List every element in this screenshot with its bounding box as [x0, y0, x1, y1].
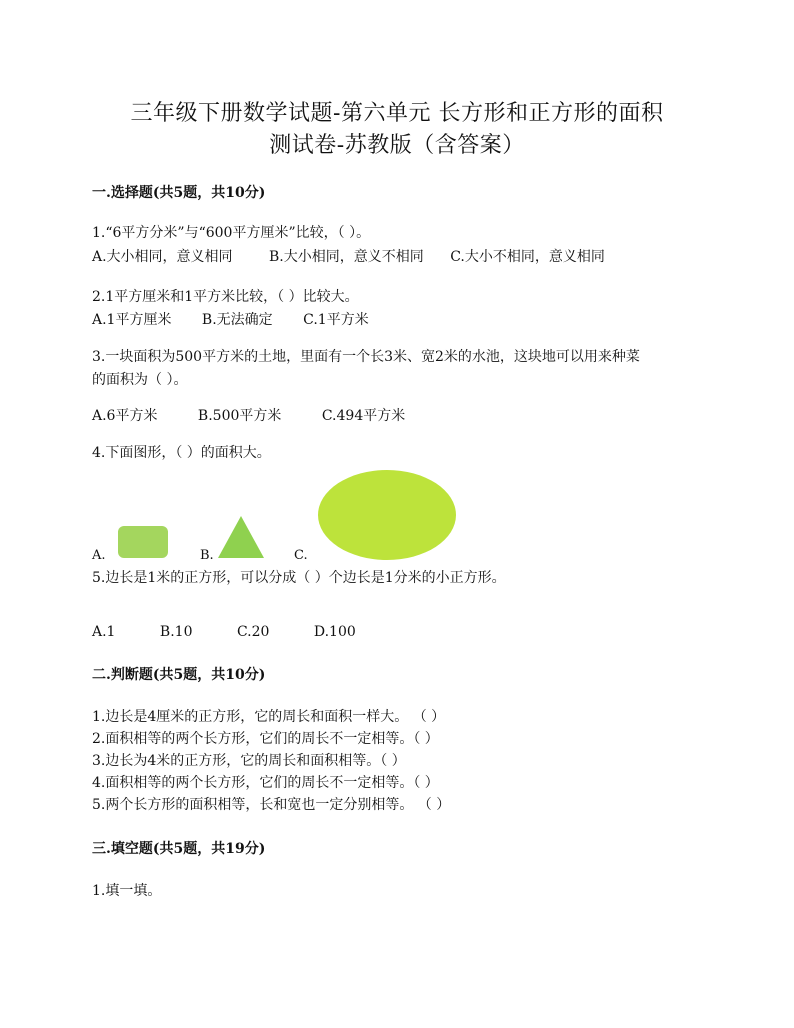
- q5-option-a: A.1: [92, 624, 116, 640]
- judge-item-3: 3.边长为4米的正方形，它的周长和面积相等。（ ）: [92, 753, 406, 769]
- q2-text: 2.1平方厘米和1平方米比较，（ ）比较大。: [92, 289, 359, 305]
- q4-option-b: B.: [200, 548, 214, 563]
- section3-heading: 三.填空题(共5题，共19分): [92, 841, 266, 857]
- section1-heading: 一.选择题(共5题，共10分): [92, 185, 266, 201]
- page-title-line1: 三年级下册数学试题-第六单元 长方形和正方形的面积: [130, 101, 664, 126]
- q5-option-d: D.100: [313, 624, 356, 640]
- q5-text: 5.边长是1米的正方形，可以分成（ ）个边长是1分米的小正方形。: [92, 570, 506, 586]
- q5-option-c: C.20: [236, 624, 270, 640]
- section2-heading: 二.判断题(共5题，共10分): [92, 667, 266, 683]
- q5-options: [92, 624, 356, 640]
- q3-option-a: A.6平方米: [92, 408, 158, 424]
- q2-option-a: A.1平方厘米: [92, 312, 172, 328]
- q4-text: 4.下面图形，（ ）的面积大。: [92, 445, 271, 461]
- q3-text-line2: 的面积为（ ）。: [92, 372, 188, 388]
- q3-text-line1: 3.一块面积为500平方米的土地，里面有一个长3米、宽2米的水池，这块地可以用来种菜: [92, 349, 640, 365]
- triangle-shape: [218, 516, 264, 558]
- page-title-line2: 测试卷-苏教版（含答案）: [269, 133, 525, 158]
- q2-options: [92, 309, 369, 329]
- q5-option-b: B.10: [159, 624, 193, 640]
- rectangle-shape: [118, 526, 168, 558]
- judge-item-4: 4.面积相等的两个长方形，它们的周长不一定相等。（ ）: [92, 775, 439, 791]
- q2-option-c: C.1平方米: [303, 312, 369, 328]
- q4-option-c: C.: [294, 548, 308, 563]
- q4-option-a: A.: [92, 548, 106, 563]
- q2-option-b: B.无法确定: [201, 312, 273, 328]
- judge-item-1: 1.边长是4厘米的正方形，它的周长和面积一样大。 （ ）: [92, 709, 446, 725]
- q1-option-a: A.大小相同，意义相同: [92, 249, 233, 265]
- q3-options: [92, 405, 405, 425]
- judge-item-5: 5.两个长方形的面积相等，长和宽也一定分别相等。 （ ）: [92, 797, 451, 813]
- fill-q1-text: 1.填一填。: [92, 883, 162, 899]
- q3-option-b: B.500平方米: [197, 408, 282, 424]
- judge-item-2: 2.面积相等的两个长方形，它们的周长不一定相等。（ ）: [92, 731, 439, 747]
- ellipse-shape: [318, 470, 456, 560]
- q1-option-c: C.大小不相同，意义相同: [450, 249, 605, 265]
- q1-option-b: B.大小相同，意义不相同: [269, 249, 424, 265]
- q1-text: 1.“6平方分米”与“600平方厘米”比较，（ ）。: [92, 225, 371, 241]
- q3-option-c: C.494平方米: [321, 408, 406, 424]
- q1-options: [92, 246, 605, 266]
